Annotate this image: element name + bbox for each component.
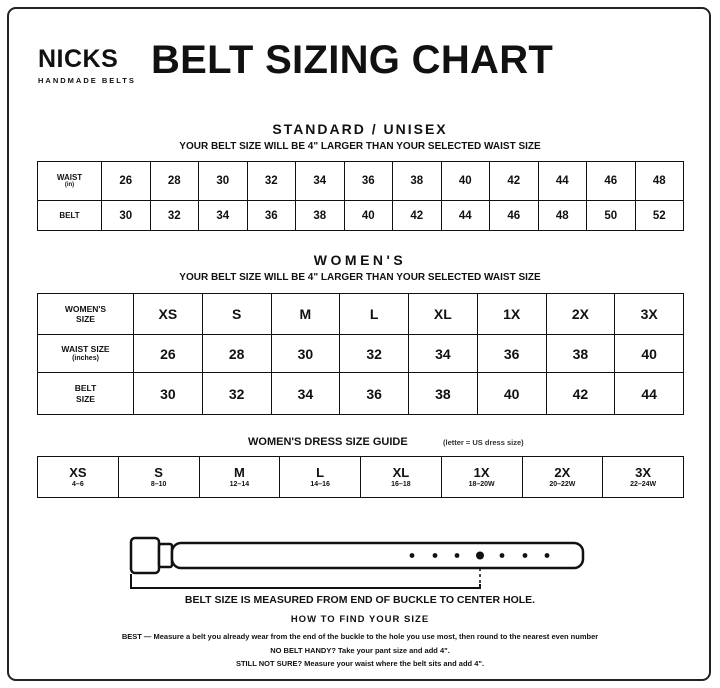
table-cell: 52 xyxy=(635,201,684,231)
dress-size-cell xyxy=(603,457,684,498)
table-cell: 32 xyxy=(202,373,271,415)
dress-range: 18–20W xyxy=(468,480,495,488)
waist-unit: (in) xyxy=(64,182,75,189)
table-cell: 34 xyxy=(271,373,340,415)
belt-strap xyxy=(172,543,583,568)
table-cell: 38 xyxy=(546,335,615,373)
table-cell: 40 xyxy=(344,201,393,231)
table-cell: 1X xyxy=(477,294,546,335)
table-row xyxy=(38,294,684,335)
womens-subheading: YOUR BELT SIZE WILL BE 4" LARGER THAN YOUR SELECTED WAIST SIZE xyxy=(179,272,541,283)
table-cell: 36 xyxy=(247,201,296,231)
how-to-title: HOW TO FIND YOUR SIZE xyxy=(290,614,430,625)
dress-guide-note: (letter = US dress size) xyxy=(443,438,524,447)
dress-range: 22–24W xyxy=(630,480,657,488)
womens-size-label: WOMEN'S xyxy=(64,303,107,314)
table-cell: 26 xyxy=(102,162,151,201)
table-cell: 44 xyxy=(615,373,684,415)
table-cell: 38 xyxy=(409,373,478,415)
table-cell: 34 xyxy=(296,162,345,201)
table-cell: 34 xyxy=(199,201,248,231)
table-cell: 30 xyxy=(134,373,203,415)
table-cell: M xyxy=(271,294,340,335)
dress-range: 16–18 xyxy=(391,480,411,488)
table-cell: 44 xyxy=(441,201,490,231)
belt-header: BELT xyxy=(38,201,102,231)
tip-not-sure: STILL NOT SURE? Measure your waist where the belt sits and add 4". xyxy=(235,659,485,668)
table-row xyxy=(38,201,684,231)
brand-tagline: HANDMADE BELTS xyxy=(38,76,136,85)
table-cell: 48 xyxy=(538,201,587,231)
dress-size-cell xyxy=(441,457,522,498)
table-cell: 42 xyxy=(490,162,539,201)
waist-header xyxy=(38,162,102,201)
womens-size-label-2: SIZE xyxy=(76,314,95,325)
table-cell: L xyxy=(340,294,409,335)
dress-range: 20–22W xyxy=(549,480,576,488)
table-cell: 42 xyxy=(393,201,442,231)
dress-size-cell xyxy=(38,457,119,498)
table-row xyxy=(38,335,684,373)
table-cell: XS xyxy=(134,294,203,335)
womens-size-table xyxy=(37,293,684,415)
dress-range: 14–16 xyxy=(310,480,330,488)
diagram-caption: BELT SIZE IS MEASURED FROM END OF BUCKLE TO CENTER HOLE. xyxy=(184,594,536,606)
table-cell: 46 xyxy=(490,201,539,231)
brand-logo: NICKS xyxy=(38,45,119,73)
dress-size: S xyxy=(154,464,163,480)
dress-range: 4–6 xyxy=(72,480,84,488)
table-cell: 30 xyxy=(199,162,248,201)
womens-waist-unit: (inches) xyxy=(72,354,99,362)
table-cell: 36 xyxy=(344,162,393,201)
table-cell: 34 xyxy=(409,335,478,373)
dress-size-cell xyxy=(118,457,199,498)
table-row xyxy=(38,373,684,415)
belt-buckle-icon xyxy=(131,538,172,573)
table-cell: 28 xyxy=(150,162,199,201)
tip-best: BEST — Measure a belt you already wear from the end of the buckle to the hole you use most, then round to the nearest even number xyxy=(121,632,599,641)
table-cell: 38 xyxy=(296,201,345,231)
dress-size: XL xyxy=(392,464,410,480)
womens-belt-header xyxy=(38,373,134,415)
table-cell: 46 xyxy=(587,162,636,201)
standard-heading: STANDARD / UNISEX xyxy=(272,121,448,137)
page-title: BELT SIZING CHART xyxy=(151,38,554,82)
dress-size: 2X xyxy=(554,464,571,480)
table-cell: 40 xyxy=(615,335,684,373)
table-cell: 50 xyxy=(587,201,636,231)
dress-size-cell xyxy=(280,457,361,498)
measurement-bracket xyxy=(131,574,480,588)
womens-belt-label-2: SIZE xyxy=(76,393,95,404)
dress-size-cell xyxy=(522,457,603,498)
table-cell: 42 xyxy=(546,373,615,415)
womens-waist-header xyxy=(38,335,134,373)
table-cell: 3X xyxy=(615,294,684,335)
standard-subheading: YOUR BELT SIZE WILL BE 4" LARGER THAN YOUR SELECTED WAIST SIZE xyxy=(179,141,541,152)
dress-size: L xyxy=(316,464,325,480)
waist-label: WAIST xyxy=(56,173,83,183)
table-cell: 32 xyxy=(150,201,199,231)
table-cell: 28 xyxy=(202,335,271,373)
tip-no-belt: NO BELT HANDY? Take your pant size and add 4". xyxy=(270,646,450,655)
table-row xyxy=(38,457,684,498)
table-cell: 38 xyxy=(393,162,442,201)
dress-size: XS xyxy=(69,464,87,480)
dress-range: 8–10 xyxy=(150,480,167,488)
dress-size: M xyxy=(233,464,245,480)
womens-heading: WOMEN'S xyxy=(313,252,407,268)
table-cell: 2X xyxy=(546,294,615,335)
dress-size: 1X xyxy=(473,464,490,480)
table-cell: 30 xyxy=(271,335,340,373)
table-cell: 32 xyxy=(340,335,409,373)
table-cell: 36 xyxy=(340,373,409,415)
table-row xyxy=(38,162,684,201)
table-cell: 36 xyxy=(477,335,546,373)
table-cell: 30 xyxy=(102,201,151,231)
dress-size-guide-table xyxy=(37,456,684,498)
dress-guide-title: WOMEN'S DRESS SIZE GUIDE xyxy=(248,436,408,448)
dress-range: 12–14 xyxy=(229,480,250,488)
dress-size-cell xyxy=(199,457,280,498)
table-cell: 26 xyxy=(134,335,203,373)
dress-size: 3X xyxy=(635,464,652,480)
table-cell: 48 xyxy=(635,162,684,201)
womens-waist-label: WAIST SIZE xyxy=(61,344,110,355)
table-cell: S xyxy=(202,294,271,335)
dress-size-cell xyxy=(361,457,442,498)
table-cell: 32 xyxy=(247,162,296,201)
table-cell: XL xyxy=(409,294,478,335)
standard-size-table xyxy=(37,161,684,231)
table-cell: 40 xyxy=(441,162,490,201)
table-cell: 44 xyxy=(538,162,587,201)
belt-diagram xyxy=(0,530,720,594)
womens-size-header xyxy=(38,294,134,335)
womens-belt-label: BELT xyxy=(74,383,97,394)
table-cell: 40 xyxy=(477,373,546,415)
